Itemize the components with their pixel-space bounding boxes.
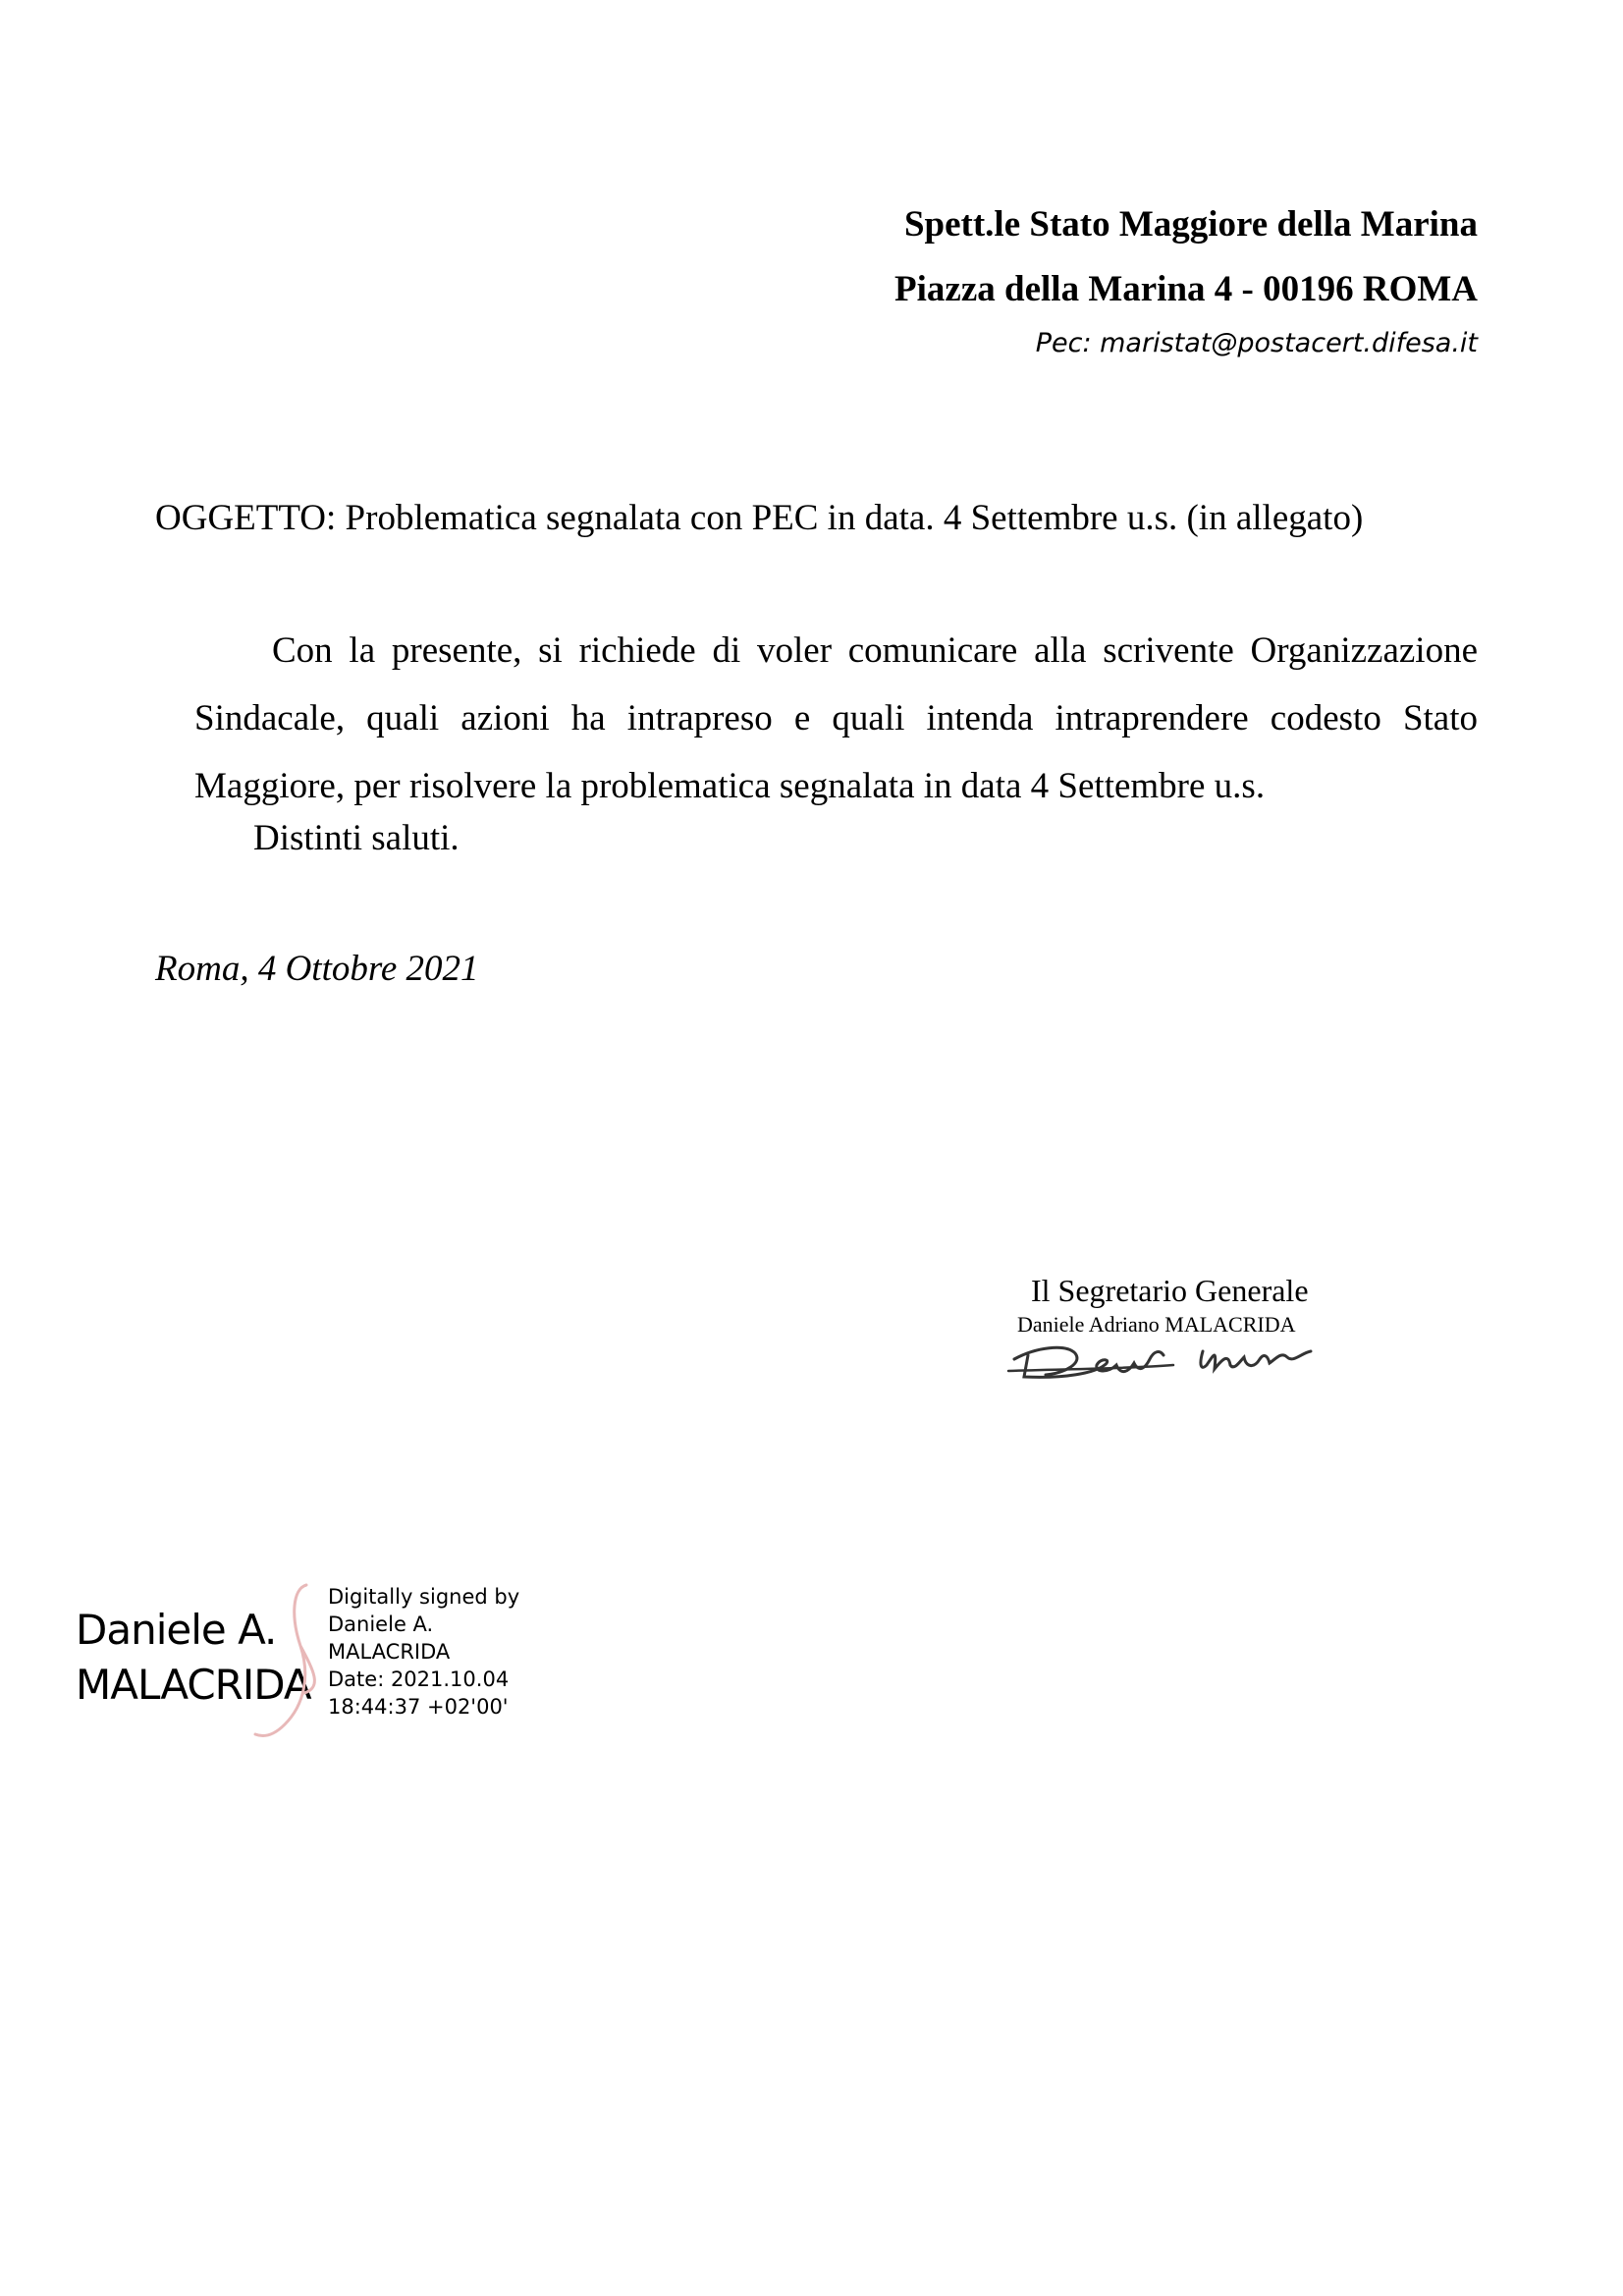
digital-signature-name-line1: Daniele A. (76, 1606, 277, 1654)
digital-signature-details (328, 1583, 519, 1721)
signatory-role: Il Segretario Generale (1031, 1273, 1309, 1308)
digital-signature-detail-line: Daniele A. (328, 1613, 434, 1636)
place-date: Roma, 4 Ottobre 2021 (155, 949, 479, 989)
digital-signature-mark (236, 1577, 334, 1744)
body-paragraph: Con la presente, si richiede di voler comunicare alla scrivente Organizzazione Sindacale, quali azioni ha intrapreso e quali intenda intraprendere codesto Stato Maggiore, per risolvere la problematica segnalata in data 4 Settembre u.s. (194, 630, 1478, 806)
recipient-address: Piazza della Marina 4 - 00196 ROMA (894, 269, 1478, 309)
recipient-name: Spett.le Stato Maggiore della Marina (903, 204, 1478, 245)
signatory-name: Daniele Adriano MALACRIDA (1017, 1312, 1296, 1337)
digital-signature-detail-line: Date: 2021.10.04 (328, 1667, 510, 1691)
digital-signature-detail-line: Digitally signed by (328, 1585, 520, 1609)
handwritten-signature (1006, 1330, 1370, 1389)
letter-subject: OGGETTO: Problematica segnalata con PEC in data. 4 Settembre u.s. (in allegato) (155, 498, 1364, 538)
recipient-block (894, 192, 1478, 322)
digital-signature-name-line2: MALACRIDA (76, 1661, 311, 1709)
letter-body (194, 617, 1478, 820)
recipient-pec: Pec: maristat@postacert.difesa.it (1035, 328, 1478, 358)
digital-signature-detail-line: 18:44:37 +02'00' (328, 1695, 509, 1719)
digital-signature-detail-line: MALACRIDA (328, 1640, 451, 1664)
closing-salutation: Distinti saluti. (253, 818, 460, 858)
